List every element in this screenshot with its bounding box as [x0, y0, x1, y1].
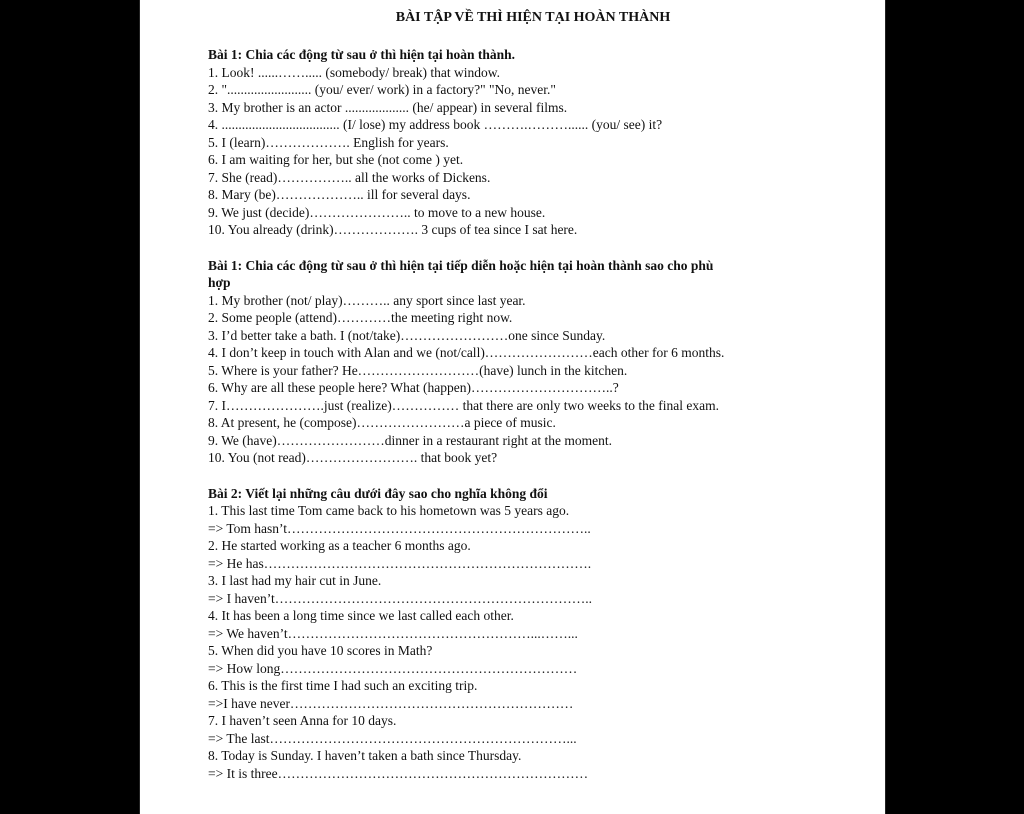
answer-line: => The last…………………………………………………………... — [208, 730, 577, 746]
section-gap — [208, 467, 848, 485]
exercise-line: 10. You already (drink)………………. 3 cups of tea since I sat here. — [208, 222, 578, 237]
exercise-line: 4. It has been a long time since we last called each other. — [208, 608, 514, 623]
exercise-line: 6. This is the first time I had such an exciting trip. — [208, 678, 478, 693]
exercise-line: 9. We just (decide)………………….. to move to a new house. — [208, 204, 546, 220]
exercise-line: 4. I don’t keep in touch with Alan and we (not/call)……………………each other for 6 months. — [208, 345, 725, 360]
answer-line: => He has………………………………………………………………. — [208, 555, 592, 571]
exercise-line: 9. We (have)……………………dinner in a restaurant right at the moment. — [208, 432, 612, 448]
exercise-line: 1. Look! ......……..... (somebody/ break) that window. — [208, 64, 500, 80]
exercise-line: 5. I (learn)………………. English for years. — [208, 134, 449, 150]
exercise-line: 5. Where is your father? He………………………(have) lunch in the kitchen. — [208, 362, 628, 378]
answer-line: => It is three…………………………………………………………… — [208, 765, 589, 781]
answer-line: => I haven’t…………………………………………………………….. — [208, 590, 592, 606]
section-1-heading: Bài 1: Chia các động từ sau ở thì hiện tại hoàn thành. — [208, 47, 516, 62]
section-2-heading: Bài 1: Chia các động từ sau ở thì hiện tại tiếp diễn hoặc hiện tại hoàn thành sao cho phù — [208, 257, 714, 273]
exercise-line: 10. You (not read)……………………. that book yet? — [208, 450, 498, 465]
section-2-heading-cont: hợp — [208, 275, 231, 290]
answer-line: => We haven’t………………………………………………...……... — [208, 625, 578, 641]
section-gap — [208, 239, 848, 257]
exercise-line: 7. She (read)…………….. all the works of Dickens. — [208, 169, 491, 185]
document-page — [140, 0, 885, 814]
exercise-line: 3. I’d better take a bath. I (not/take)……………………one since Sunday. — [208, 327, 606, 343]
exercise-line: 2. Some people (attend)…………the meeting right now. — [208, 310, 513, 325]
answer-line: => Tom hasn’t………………………………………………………….. — [208, 520, 591, 536]
exercise-line: 4. ................................... (I/ lose) my address book ……….………...... (you/ see) it? — [208, 117, 663, 132]
section-3-heading: Bài 2: Viết lại những câu dưới đây sao cho nghĩa không đổi — [208, 485, 548, 501]
exercise-line: 1. This last time Tom came back to his hometown was 5 years ago. — [208, 503, 570, 518]
exercise-line: 8. At present, he (compose)……………………a piece of music. — [208, 415, 556, 430]
exercise-line: 6. Why are all these people here? What (happen)…………………………..? — [208, 380, 619, 395]
document-content — [208, 8, 848, 782]
exercise-line: 7. I………………….just (realize)…………… that there are only two weeks to the final exam. — [208, 397, 719, 413]
exercise-line: 5. When did you have 10 scores in Math? — [208, 643, 433, 658]
exercise-line: 6. I am waiting for her, but she (not come ) yet. — [208, 152, 464, 167]
exercise-line: 8. Today is Sunday. I haven’t taken a bath since Thursday. — [208, 748, 522, 763]
exercise-line: 8. Mary (be)……………….. ill for several days. — [208, 187, 471, 202]
exercise-line: 1. My brother (not/ play)……….. any sport since last year. — [208, 292, 526, 308]
exercise-line: 3. My brother is an actor ................... (he/ appear) in several films. — [208, 99, 568, 115]
exercise-line: 7. I haven’t seen Anna for 10 days. — [208, 713, 397, 728]
page-title: BÀI TẬP VỀ THÌ HIỆN TẠI HOÀN THÀNH — [395, 10, 671, 25]
exercise-line: 2. He started working as a teacher 6 months ago. — [208, 538, 471, 553]
answer-line: => How long………………………………………………………… — [208, 660, 578, 676]
exercise-line: 3. I last had my hair cut in June. — [208, 573, 382, 588]
exercise-line: 2. "......................... (you/ ever/ work) in a factory?" "No, never." — [208, 82, 556, 97]
answer-line: =>I have never……………………………………………………… — [208, 695, 574, 711]
